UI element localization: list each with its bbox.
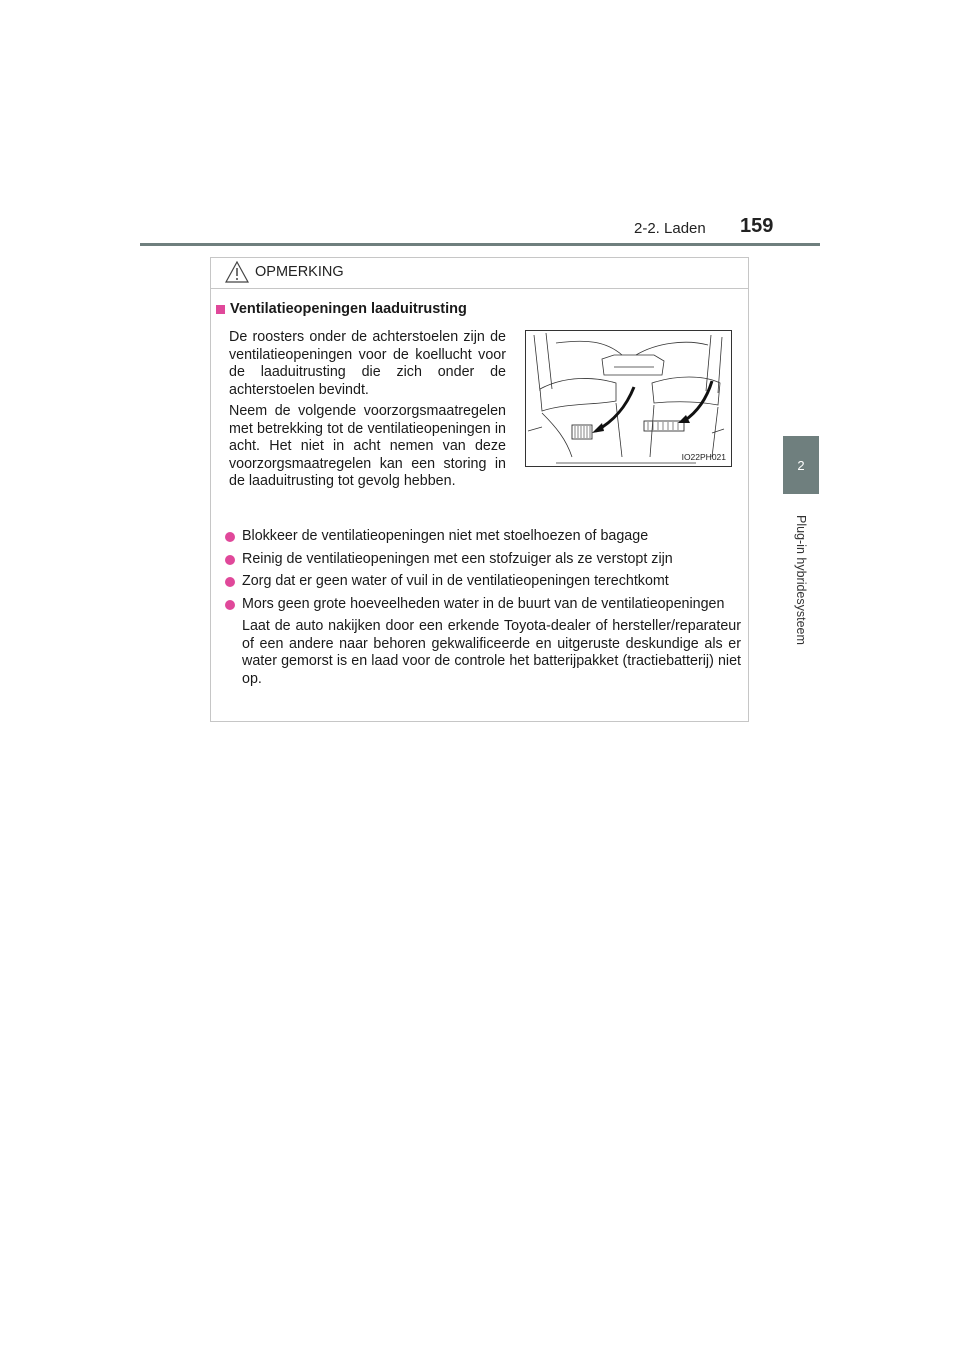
page-number: 159 (740, 215, 774, 237)
chapter-tab (783, 436, 819, 494)
bullet-dot-icon (225, 600, 235, 610)
list-item (225, 551, 741, 569)
arrow-right (684, 381, 712, 421)
notice-title: OPMERKING (255, 264, 344, 280)
notice-box (210, 257, 749, 722)
bullet-dot-icon (225, 555, 235, 565)
section-heading (216, 301, 467, 317)
intro-paragraph: De roosters onder de achterstoelen zijn de ventilatieopeningen voor de koellucht voor de laaduitrusting die zich onder de achterstoelen bevindt. (229, 329, 506, 398)
rear-seat-vent-illustration (525, 330, 732, 467)
chapter-label: Plug-in hybridesysteem (794, 515, 808, 645)
list-item-text: Zorg dat er geen water of vuil in de ventilatieopeningen terechtkomt (242, 573, 669, 589)
square-bullet-icon (216, 305, 225, 314)
list-item (225, 573, 741, 591)
bullet-dot-icon (225, 532, 235, 542)
notice-header (211, 258, 748, 289)
list-item-text: Reinig de ventilatieopeningen met een stofzuiger als ze verstopt zijn (242, 550, 673, 567)
header-divider (140, 243, 820, 246)
list-item-note: Laat de auto nakijken door een erkende Toyota-dealer of hersteller/reparateur of een andere naar behoren gekwalificeerde en uitgeruste deskundige als er water gemorst is en laad voor de controle het batterijpakket (tractiebatterij) niet op. (242, 618, 741, 687)
precaution-list (225, 528, 741, 688)
chapter-number: 2 (797, 457, 805, 473)
section-title: 2-2. Laden (634, 220, 706, 237)
list-item-text: Blokkeer de ventilatieopeningen niet met stoelhoezen of bagage (242, 528, 649, 544)
list-item-text: Mors geen grote hoeveelheden water in de buurt van de ventilatieopeningen (242, 595, 725, 612)
list-item (225, 596, 741, 614)
bullet-dot-icon (225, 577, 235, 587)
section-heading-text: Ventilatieopeningen laaduitrusting (230, 301, 467, 317)
precaution-paragraph: Neem de volgende voorzorgsmaatregelen met betrekking tot de ventilatieopeningen in acht. Het niet in acht nemen van deze voorzorgsmaatregelen kan een storing in de laaduitrusting tot gevolg hebben. (229, 403, 506, 489)
chapter-label-container (783, 500, 819, 660)
seat-drawing (526, 331, 732, 467)
list-item (225, 528, 741, 546)
illustration-code: IO22PH021 (681, 452, 726, 462)
warning-triangle-icon (225, 261, 249, 288)
